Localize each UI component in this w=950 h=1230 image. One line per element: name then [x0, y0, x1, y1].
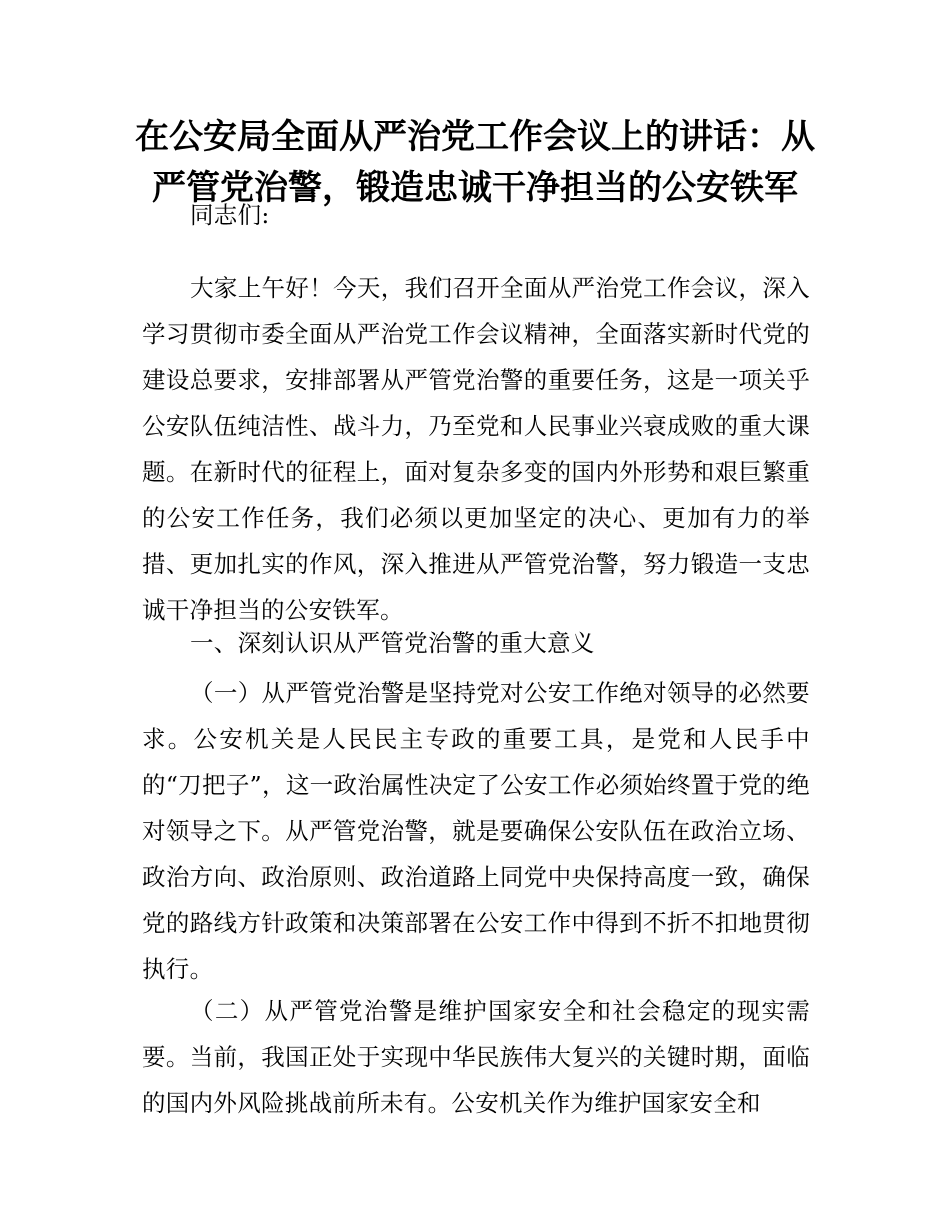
paragraph-point-1: （一）从严管党治警是坚持党对公安工作绝对领导的必然要求。公安机关是人民民主专政的重要工具，是党和人民手中的“刀把子”，这一政治属性决定了公安工作必须始终置于党的绝对领导之下。从严管党治警，就是要确保公安队伍在政治立场、政治方向、政治原则、政治道路上同党中央保持高度一致，确保党的路线方针政策和决策部署在公安工作中得到不折不扣地贯彻执行。 [142, 679, 810, 983]
section-heading-1: 一、深刻认识从严管党治警的重大意义 [190, 629, 595, 657]
salutation: 同志们: [190, 201, 270, 229]
paragraph-opening: 大家上午好！今天，我们召开全面从严治党工作会议，深入学习贯彻市委全面从严治党工作会议精神，全面落实新时代党的建设总要求，安排部署从严管党治警的重要任务，这是一项关乎公安队伍纯洁性、战斗力，乃至党和人民事业兴衰成败的重大课题。在新时代的征程上，面对复杂多变的国内外形势和艰巨繁重的公安工作任务，我们必须以更加坚定的决心、更加有力的举措、更加扎实的作风，深入推进从严管党治警，努力锻造一支忠诚干净担当的公安铁军。 [142, 274, 810, 624]
document-title: 在公安局全面从严治党工作会议上的讲话：从严管党治警，锻造忠诚干净担当的公安铁军 [135, 117, 815, 208]
paragraph-point-2: （二）从严管党治警是维护国家安全和社会稳定的现实需要。当前，我国正处于实现中华民族伟大复兴的关键时期，面临的国内外风险挑战前所未有。公安机关作为维护国家安全和 [142, 997, 810, 1117]
